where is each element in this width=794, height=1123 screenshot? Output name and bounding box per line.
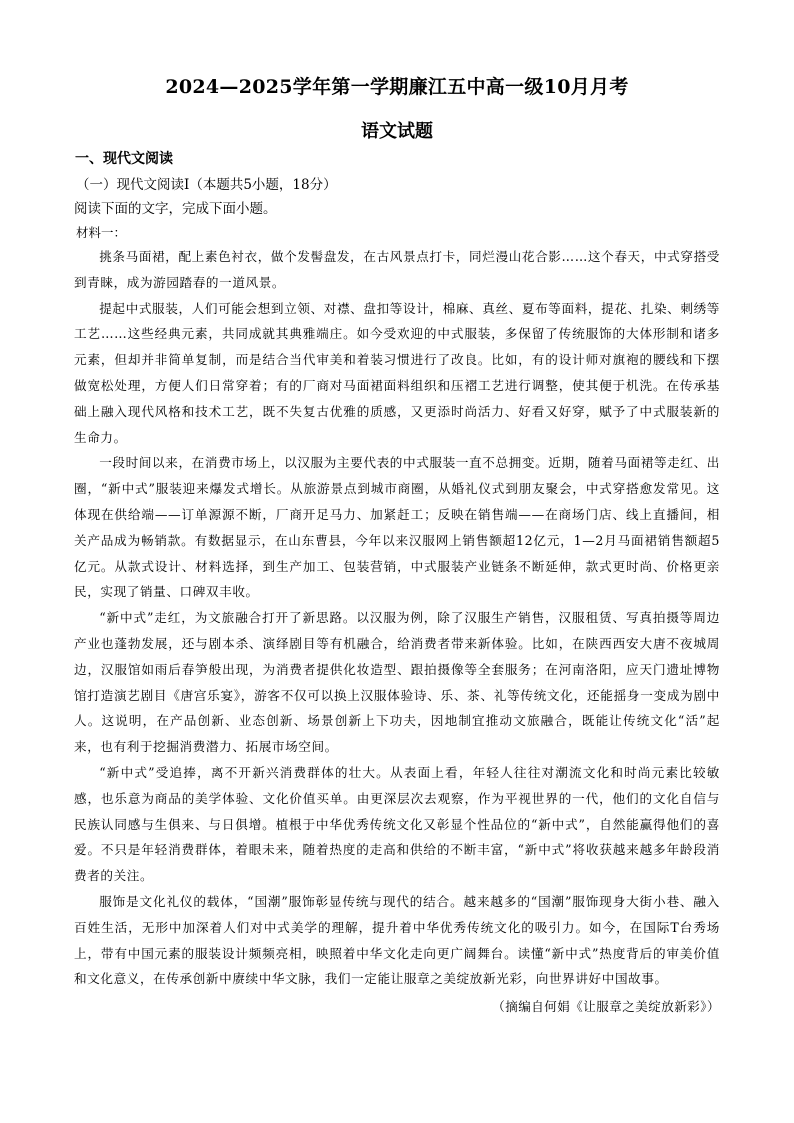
article-paragraph: “新中式”走红，为文旅融合打开了新思路。以汉服为例，除了汉服生产销售，汉服租赁、写真拍摄等周边产业也蓬勃发展，还与剧本杀、演绎剧目等有机融合，给消费者带来新体验。比如，在陕西西安大唐不夜城周边，汉服馆如雨后春笋般出现，为消费者提供化妆造型、跟拍摄像等全套服务；在河南洛阳，应天门遗址博物馆打造演艺剧目《唐宫乐宴》，游客不仅可以换上汉服体验诗、乐、茶、礼等传统文化，还能摇身一变成为剧中人。这说明，在产品创新、业态创新、场景创新上下功夫，因地制宜推动文旅融合，既能让传统文化“活”起来，也有利于挖掘消费潜力、拓展市场空间。 [74, 610, 720, 755]
article-paragraph: 一段时间以来，在消费市场上，以汉服为主要代表的中式服装一直不总拥变。近期，随着马面裙等走红、出圈，“新中式”服装迎来爆发式增长。从旅游景点到城市商圈，从婚礼仪式到朋友聚会，中式穿搭愈发常见。这体现在供给端——订单源源不断，厂商开足马力、加紧赶工；反映在销售端——在商场门店、线上直播间，相关产品成为畅销款。有数据显示，在山东曹县，今年以来汉服网上销售额超12亿元，1—2月马面裙销售额超5亿元。从款式设计、材料选择，到生产加工、包装营销，中式服装产业链条不断延伸，款式更时尚、价格更亲民，实现了销量、口碑双丰收。 [74, 455, 720, 600]
section-heading: 一、现代文阅读 [75, 151, 173, 167]
material-label: 材料一： [76, 225, 127, 240]
reading-instruction: 阅读下面的文字，完成下面小题。 [74, 201, 277, 217]
exam-subject: 语文试题 [361, 121, 433, 142]
article-source: （摘编自何娟《让服章之美绽放新彩》） [492, 999, 720, 1014]
article-paragraph: 挑条马面裙，配上素色衬衣，做个发髻盘发，在古风景点打卡，同烂漫山花合影……这个春天，中式穿搭受到青睐，成为游园踏春的一道风景。 [74, 249, 720, 290]
article-body [74, 244, 720, 992]
article-paragraph: “新中式”受追捧，离不开新兴消费群体的壮大。从表面上看，年轻人往往对潮流文化和时尚元素比较敏感，也乐意为商品的美学体验、文化价值买单。由更深层次去观察，作为平视世界的一代，他们的文化自信与民族认同感与生俱来、与日俱增。植根于中华优秀传统文化又彰显个性品位的“新中式”，自然能赢得他们的喜爱。不只是年轻消费群体，着眼未来，随着热度的走高和供给的不断丰富，“新中式”将收获越来越多年龄段消费者的关注。 [74, 764, 720, 884]
article-paragraph: 提起中式服装，人们可能会想到立领、对襟、盘扣等设计，棉麻、真丝、夏布等面料，提花、扎染、刺绣等工艺……这些经典元素，共同成就其典雅端庄。如今受欢迎的中式服装，多保留了传统服饰的大体形制和诸多元素，但却并非简单复制，而是结合当代审美和着装习惯进行了改良。比如，有的设计师对旗袍的腰线和下摆做宽松处理，方便人们日常穿着；有的厂商对马面裙面料组织和压褶工艺进行调整，使其便于机洗。在传承基础上融入现代风格和技术工艺，既不失复古优雅的质感，又更添时尚活力、好看又好穿，赋予了中式服装新的生命力。 [74, 300, 720, 445]
exam-title: 2024—2025学年第一学期廉江五中高一级10月月考 [165, 76, 629, 98]
article-paragraph: 服饰是文化礼仪的载体，“国潮”服饰彰显传统与现代的结合。越来越多的“国潮”服饰现身大街小巷、融入百姓生活，无形中加深着人们对中式美学的理解，提升着中华优秀传统文化的吸引力。如今，在国际T台秀场上，带有中国元素的服装设计频频亮相，映照着中华文化走向更广阔舞台。读懂“新中式”热度背后的审美价值和文化意义，在传承创新中赓续中华文脉，我们一定能让服章之美绽放新光彩，向世界讲好中国故事。 [74, 893, 720, 987]
section-subheading: （一）现代文阅读I（本题共5小题，18分） [76, 177, 337, 193]
